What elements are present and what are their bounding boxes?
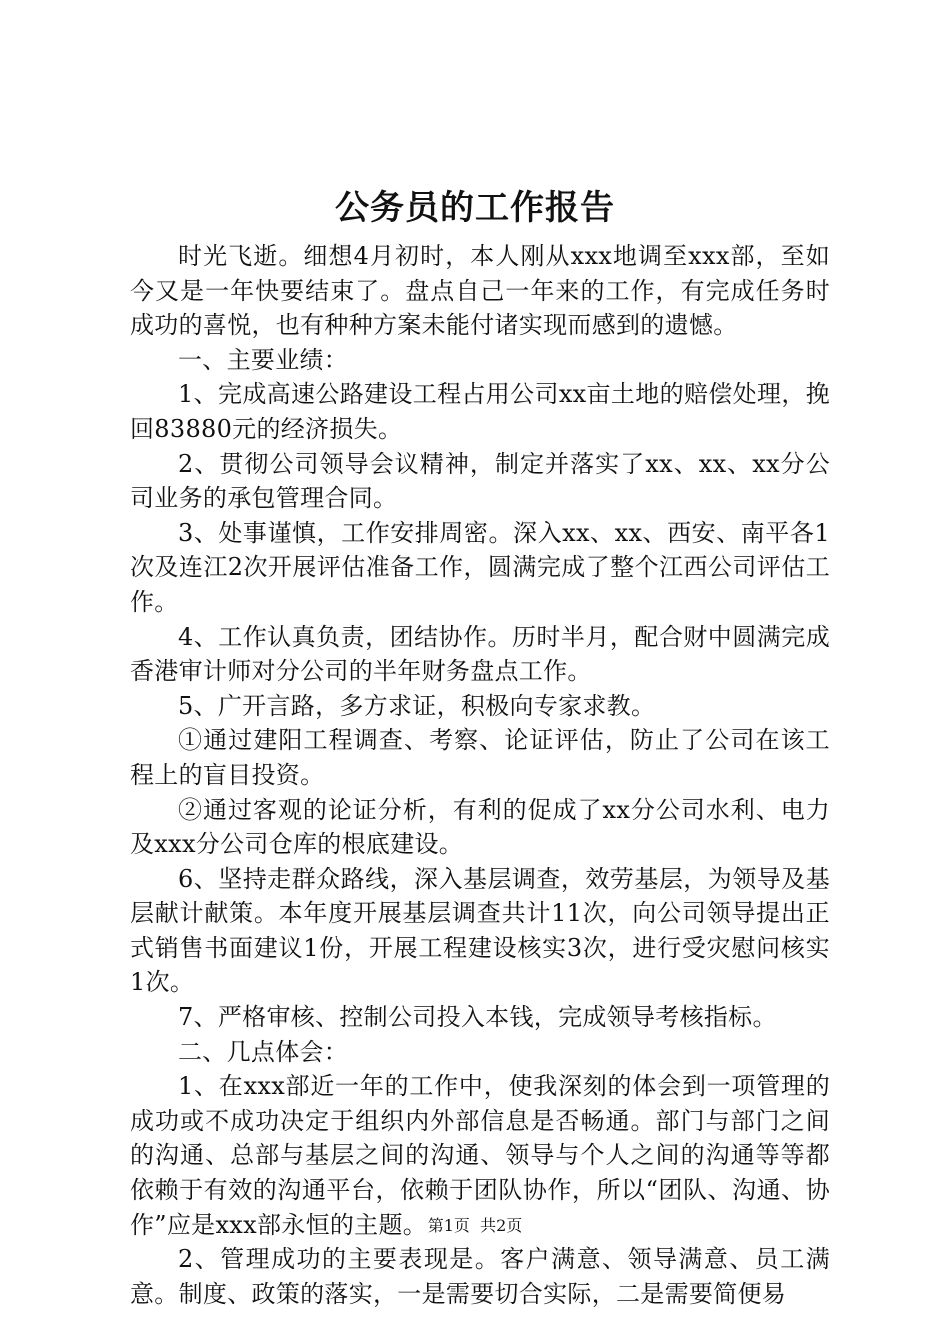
paragraph: ①通过建阳工程调查、考察、论证评估，防止了公司在该工程上的盲目投资。 — [130, 726, 830, 789]
paragraph: 1、在xxx部近一年的工作中，使我深刻的体会到一项管理的成功或不成功决定于组织内外部信息是否畅通。部门与部门之间的沟通、总部与基层之间的沟通、领导与个人之间的沟通等等都依赖于有效的沟通平台，依赖于团队协作，所以“团队、沟通、协作”应是xxx部永恒的主题。 — [130, 1072, 830, 1239]
page-footer — [0, 1214, 950, 1238]
document-body — [130, 239, 830, 1311]
paragraph: 3、处事谨慎，工作安排周密。深入xx、xx、西安、南平各1次及连江2次开展评估准备工作，圆满完成了整个江西公司评估工作。 — [130, 518, 830, 616]
footer-separator — [470, 1216, 480, 1235]
paragraph: 5、广开言路，多方求证，积极向专家求教。 — [178, 691, 656, 720]
page-number: 第1页 — [427, 1216, 470, 1235]
page-total: 共2页 — [480, 1216, 523, 1235]
paragraph: 6、坚持走群众路线，深入基层调查，效劳基层，为领导及基层献计献策。本年度开展基层调查共计11次，向公司领导提出正式销售书面建议1份，开展工程建设核实3次，进行受灾慰问核实1次。 — [130, 864, 830, 997]
paragraph: 2、贯彻公司领导会议精神，制定并落实了xx、xx、xx分公司业务的承包管理合同。 — [130, 449, 830, 513]
paragraph: 1、完成高速公路建设工程占用公司xx亩土地的赔偿处理，挽回83880元的经济损失。 — [130, 380, 830, 443]
document-title: 公务员的工作报告 — [335, 188, 615, 228]
paragraph: 2、管理成功的主要表现是。客户满意、领导满意、员工满意。制度、政策的落实，一是需要切合实际，二是需要简便易 — [130, 1245, 830, 1308]
paragraph: 7、严格审核、控制公司投入本钱，完成领导考核指标。 — [178, 1003, 777, 1032]
section-heading: 一、主要业绩： — [178, 345, 349, 374]
paragraph: ②通过客观的论证分析，有利的促成了xx分公司水利、电力及xxx分公司仓库的根底建设。 — [130, 795, 830, 859]
paragraph: 时光飞逝。细想4月初时，本人刚从xxx地调至xxx部，至如今又是一年快要结束了。盘点自己一年来的工作，有完成任务时成功的喜悦，也有种种方案未能付诸实现而感到的遗憾。 — [130, 242, 830, 340]
section-heading: 二、几点体会： — [178, 1037, 349, 1066]
paragraph: 4、工作认真负责，团结协作。历时半月，配合财中圆满完成香港审计师对分公司的半年财务盘点工作。 — [130, 622, 830, 686]
